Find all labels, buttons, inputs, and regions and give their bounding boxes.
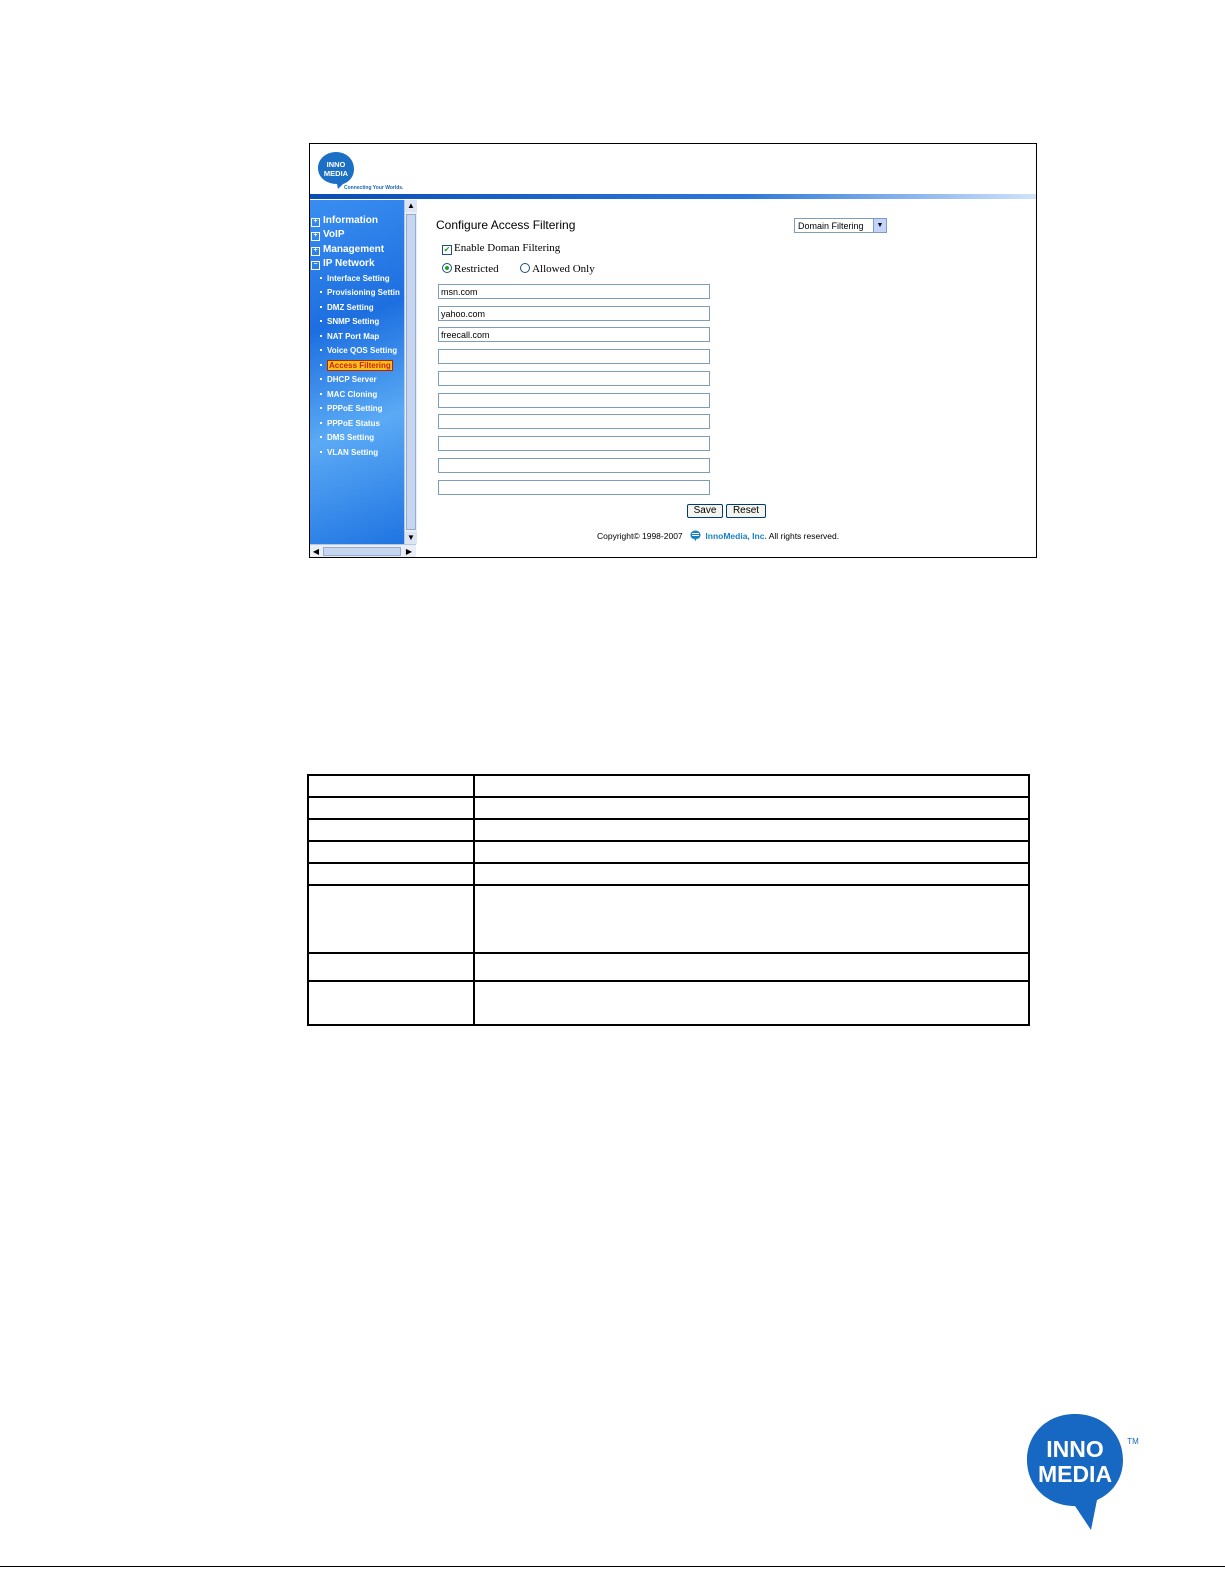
table-row (308, 775, 1029, 797)
sidebar-item-access-filtering[interactable]: Access Filtering (320, 361, 393, 370)
sidebar-item-nat-port-map[interactable]: NAT Port Map (320, 332, 379, 341)
collapse-icon[interactable]: − (311, 261, 320, 270)
reset-button[interactable]: Reset (726, 504, 766, 518)
sidebar-item-snmp-setting[interactable]: SNMP Setting (320, 317, 379, 326)
sidebar-item-interface-setting[interactable]: Interface Setting (320, 274, 390, 283)
domain-field-3[interactable] (438, 327, 710, 342)
sidebar-item-ip-network[interactable]: − IP Network (311, 258, 375, 270)
bullet-icon (320, 277, 322, 279)
sidebar-item-dmz-setting[interactable]: DMZ Setting (320, 303, 374, 312)
scrollbar-thumb[interactable] (323, 547, 401, 556)
domain-field-9[interactable] (438, 458, 710, 473)
table-row (308, 841, 1029, 863)
chevron-down-icon[interactable]: ▼ (873, 219, 886, 232)
sidebar-item-pppoe-setting[interactable]: PPPoE Setting (320, 404, 383, 413)
domain-field-2[interactable] (438, 306, 710, 321)
bullet-icon (320, 364, 322, 366)
domain-field-7[interactable] (438, 414, 710, 429)
app-window (309, 143, 1037, 558)
bullet-icon (320, 451, 322, 453)
scroll-left-arrow-icon[interactable]: ◀ (312, 547, 320, 556)
sidebar-item-dms-setting[interactable]: DMS Setting (320, 433, 374, 442)
bullet-icon (320, 393, 322, 395)
domain-field-10[interactable] (438, 480, 710, 495)
table-row (308, 863, 1029, 885)
scrollbar-thumb[interactable] (406, 214, 416, 530)
sidebar-item-voice-qos-setting[interactable]: Voice QOS Setting (320, 346, 397, 355)
enable-filtering-row (442, 242, 560, 255)
sidebar-item-pppoe-status[interactable]: PPPoE Status (320, 419, 380, 428)
sidebar-item-vlan-setting[interactable]: VLAN Setting (320, 448, 378, 457)
expand-icon[interactable]: + (311, 218, 320, 227)
bullet-icon (320, 407, 322, 409)
tagline: Connecting Your Worlds. (344, 185, 404, 191)
expand-icon[interactable]: + (311, 232, 320, 241)
brand-link[interactable]: InnoMedia, Inc. (705, 531, 767, 541)
domain-field-8[interactable] (438, 436, 710, 451)
scroll-up-arrow-icon[interactable]: ▲ (405, 200, 417, 212)
filter-type-select[interactable]: Domain Filtering ▼ (794, 218, 887, 233)
parameter-table (307, 774, 1030, 1026)
page-bottom-rule (0, 1566, 1225, 1567)
domain-field-5[interactable] (438, 371, 710, 386)
allowed-only-radio[interactable] (520, 263, 530, 273)
table-row (308, 819, 1029, 841)
scroll-right-arrow-icon[interactable]: ▶ (405, 547, 413, 556)
sidebar-item-information[interactable]: + Information (311, 215, 378, 227)
sidebar-item-provisioning-setting[interactable]: Provisioning Settin (320, 288, 400, 297)
bullet-icon (320, 291, 322, 293)
sidebar-item-management[interactable]: + Management (311, 244, 384, 256)
header-band (310, 194, 1036, 199)
svg-text:MEDIA: MEDIA (1037, 1461, 1113, 1487)
restricted-label: Restricted (454, 263, 499, 275)
innomedia-logo-small (316, 150, 356, 190)
page-title: Configure Access Filtering (436, 218, 576, 232)
sidebar-horizontal-scrollbar[interactable] (310, 544, 416, 558)
restricted-radio[interactable] (442, 263, 452, 273)
svg-text:INNO: INNO (326, 160, 346, 169)
copyright-footer: Copyright© 1998-2007 InnoMedia, Inc. All rights reserved. (597, 531, 840, 541)
filter-mode-group (442, 263, 595, 275)
sidebar (310, 200, 404, 544)
scroll-down-arrow-icon[interactable]: ▼ (405, 532, 417, 544)
allowed-only-label: Allowed Only (532, 263, 595, 275)
enable-filtering-label: Enable Doman Filtering (454, 242, 561, 254)
bullet-icon (320, 378, 322, 380)
table-row (308, 953, 1029, 981)
bullet-icon (320, 335, 322, 337)
sidebar-item-dhcp-server[interactable]: DHCP Server (320, 375, 377, 384)
table-row (308, 981, 1029, 1025)
app-header (310, 144, 1036, 200)
bullet-icon (320, 349, 322, 351)
main-content (416, 200, 1036, 558)
bullet-icon (320, 320, 322, 322)
innomedia-logo (1027, 1412, 1139, 1534)
bullet-icon (320, 306, 322, 308)
sidebar-item-mac-cloning[interactable]: MAC Cloning (320, 390, 377, 399)
bullet-icon (320, 422, 322, 424)
table-row (308, 885, 1029, 953)
domain-field-6[interactable] (438, 393, 710, 408)
svg-text:INNO: INNO (1046, 1436, 1104, 1462)
expand-icon[interactable]: + (311, 247, 320, 256)
enable-filtering-checkbox[interactable]: ✔ (443, 245, 451, 254)
domain-field-1[interactable] (438, 284, 710, 299)
innomedia-mini-logo-icon (690, 530, 701, 542)
sidebar-item-voip[interactable]: + VoIP (311, 229, 344, 241)
bullet-icon (320, 436, 322, 438)
table-row (308, 797, 1029, 819)
save-button[interactable]: Save (687, 504, 723, 518)
domain-field-4[interactable] (438, 349, 710, 364)
svg-text:MEDIA: MEDIA (323, 169, 349, 178)
svg-text:TM: TM (1127, 1437, 1139, 1446)
